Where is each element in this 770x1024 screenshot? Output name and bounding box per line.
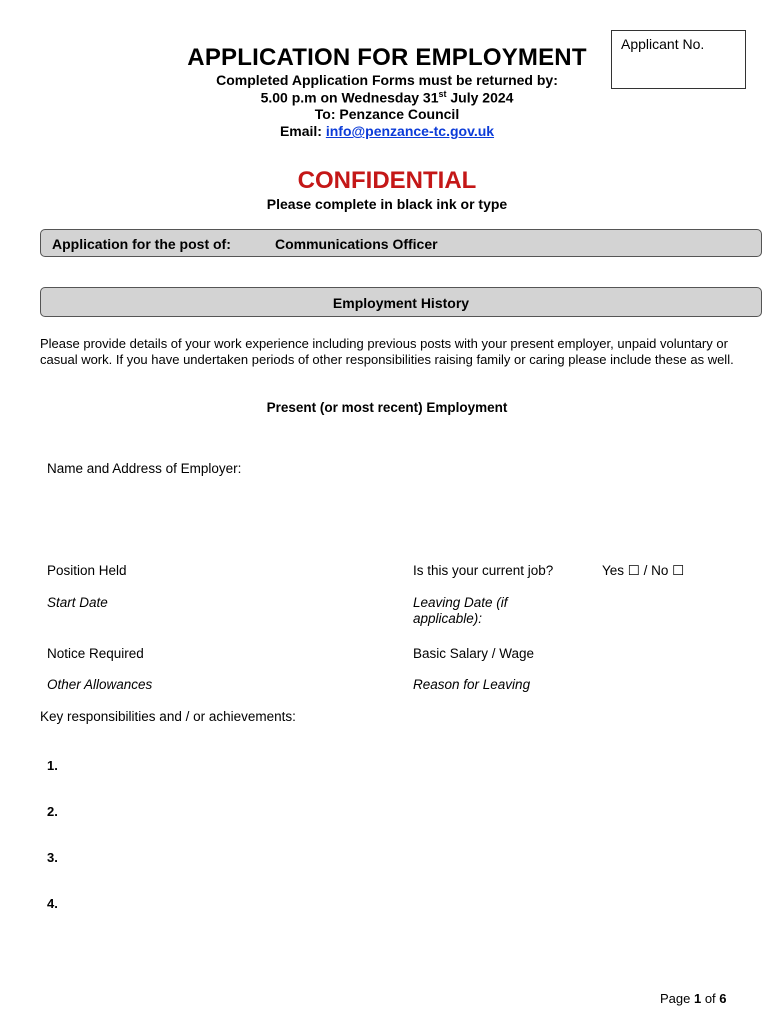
current-job-label: Is this your current job? [413, 563, 554, 578]
notice-label: Notice Required [47, 646, 144, 661]
leaving-date-label: Leaving Date (if applicable): [413, 595, 508, 626]
return-instruction: Completed Application Forms must be returned by: [216, 72, 558, 88]
list-item: 1. [47, 758, 58, 773]
confidential-heading: CONFIDENTIAL [297, 167, 477, 194]
reason-label: Reason for Leaving [413, 677, 531, 692]
email-link[interactable]: info@penzance-tc.gov.uk [325, 123, 495, 139]
applicant-number-box[interactable] [611, 30, 746, 89]
employer-label: Name and Address of Employer: [47, 461, 242, 476]
allowances-label: Other Allowances [47, 677, 153, 692]
post-label: Application for the post of: [52, 236, 231, 252]
page-title: APPLICATION FOR EMPLOYMENT [187, 44, 587, 71]
post-applied-bar [40, 229, 762, 257]
section-title: Present (or most recent) Employment [266, 400, 508, 415]
email-line: Email: info@penzance-tc.gov.uk [279, 123, 495, 139]
ink-instruction: Please complete in black ink or type [266, 196, 508, 212]
list-item: 2. [47, 804, 58, 819]
applicant-number-label: Applicant No. [621, 36, 705, 52]
list-item: 4. [47, 896, 58, 911]
post-value: Communications Officer [275, 236, 438, 252]
page-number: Page 1 of 6 [660, 991, 727, 1006]
responsibilities-label: Key responsibilities and / or achievements: [40, 709, 296, 724]
yes-no-checkboxes[interactable]: Yes ☐ / No ☐ [602, 563, 685, 578]
position-label: Position Held [47, 563, 127, 578]
deadline: 5.00 p.m on Wednesday 31st July 2024 [260, 89, 514, 106]
recipient: To: Penzance Council [314, 106, 460, 122]
employment-history-bar [40, 287, 762, 317]
intro-paragraph: Please provide details of your work experience including previous posts with your present employer, unpaid voluntary or casual work. If you have undertaken periods of other responsibilities raising family or caring please include these as well. [40, 336, 734, 367]
employment-history-label: Employment History [332, 295, 470, 311]
list-item: 3. [47, 850, 58, 865]
salary-label: Basic Salary / Wage [413, 646, 535, 661]
start-date-label: Start Date [47, 595, 108, 610]
